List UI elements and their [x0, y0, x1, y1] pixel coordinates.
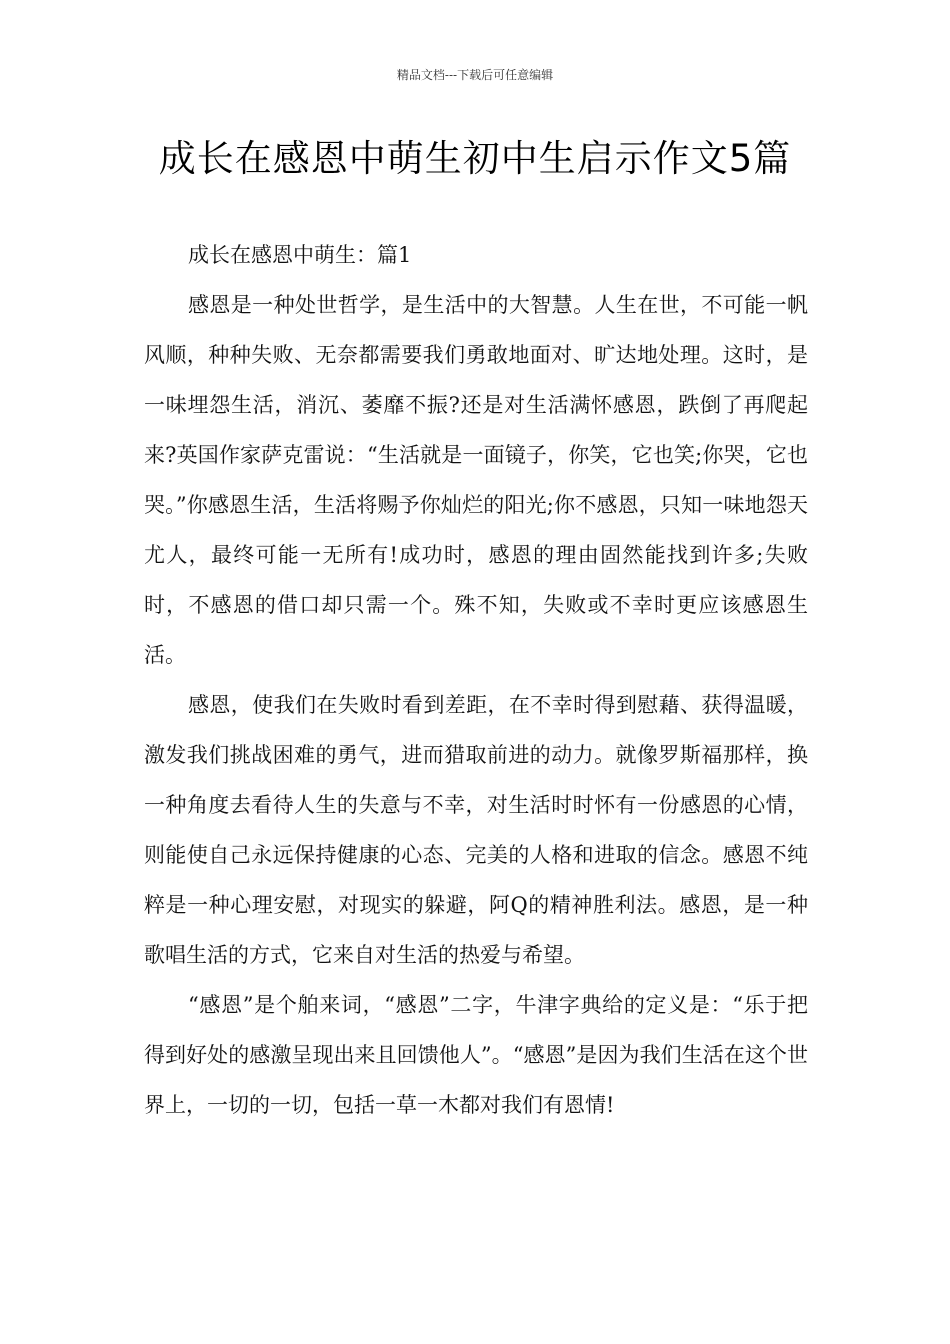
- section-heading: 成长在感恩中萌生：篇1: [188, 243, 412, 267]
- document-title: 成长在感恩中萌生初中生启示作文5篇: [158, 137, 792, 180]
- document-body: [144, 230, 808, 1130]
- paragraph: “感恩”是个舶来词，“感恩”二字，牛津字典给的定义是：“乐于把得到好处的感激呈现出来且回馈他人”。“感恩”是因为我们生活在这个世界上，一切的一切，包括一草一木都对我们有恩情!: [144, 993, 808, 1117]
- header-note: 精品文档---下载后可任意编辑: [396, 68, 554, 82]
- paragraph: 感恩，使我们在失败时看到差距，在不幸时得到慰藉、获得温暖，激发我们挑战困难的勇气，进而猎取前进的动力。就像罗斯福那样，换一种角度去看待人生的失意与不幸，对生活时时怀有一份感恩的心情，则能使自己永远保持健康的心态、完美的人格和进取的信念。感恩不纯粹是一种心理安慰，对现实的躲避，阿Q的精神胜利法。感恩，是一种歌唱生活的方式，它来自对生活的热爱与希望。: [144, 693, 808, 967]
- paragraph: 感恩是一种处世哲学，是生活中的大智慧。人生在世，不可能一帆风顺，种种失败、无奈都需要我们勇敢地面对、旷达地处理。这时，是一味埋怨生活，消沉、萎靡不振?还是对生活满怀感恩，跌倒了再爬起来?英国作家萨克雷说：“生活就是一面镜子，你笑，它也笑;你哭，它也哭。”你感恩生活，生活将赐予你灿烂的阳光;你不感恩，只知一味地怨天尤人，最终可能一无所有!成功时，感恩的理由固然能找到许多;失败时，不感恩的借口却只需一个。殊不知，失败或不幸时更应该感恩生活。: [144, 293, 808, 667]
